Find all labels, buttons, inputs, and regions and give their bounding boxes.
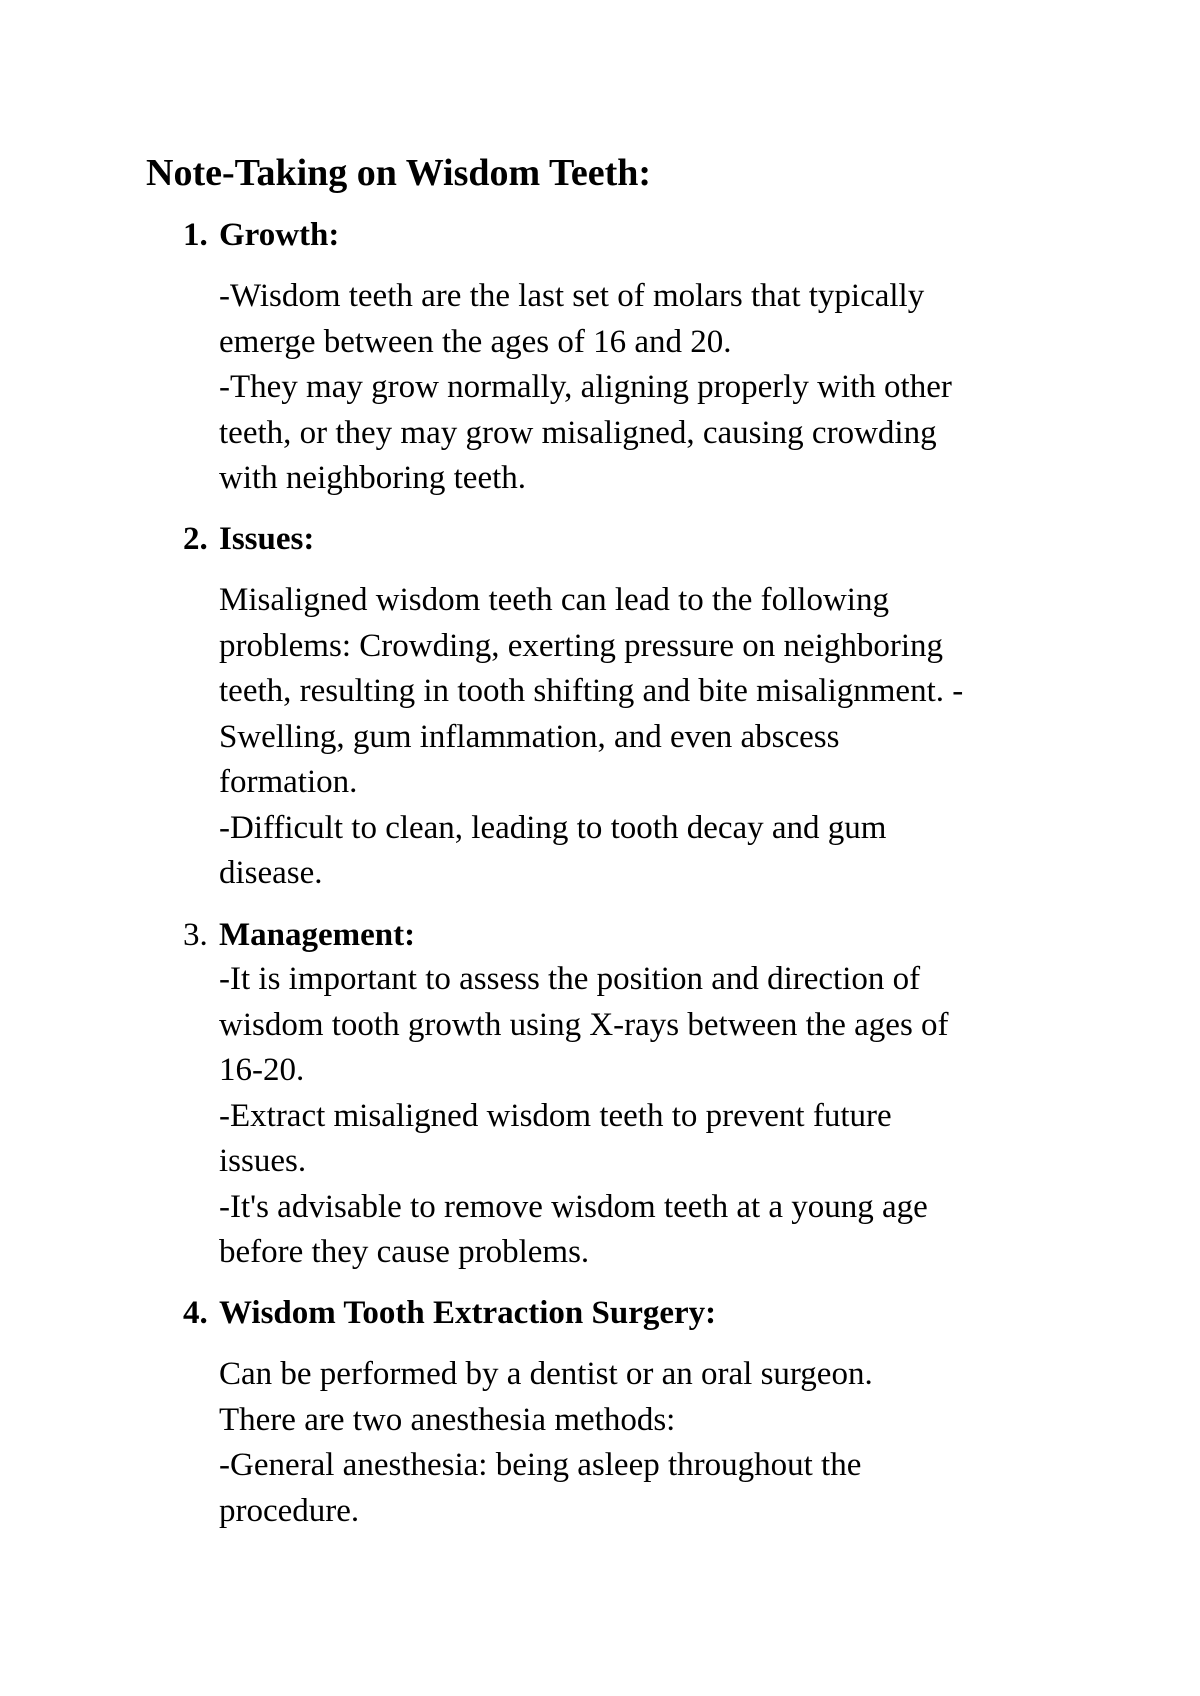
body-line: -They may grow normally, aligning properly with other: [219, 369, 952, 405]
section-surgery-heading: [183, 1292, 716, 1334]
body-line: formation.: [219, 764, 358, 800]
section-issues-body: [219, 578, 1099, 897]
section-number: 1.: [183, 217, 208, 253]
section-heading: Wisdom Tooth Extraction Surgery:: [219, 1295, 717, 1331]
section-number: 2.: [183, 521, 208, 557]
body-line: wisdom tooth growth using X-rays between the ages of: [219, 1006, 949, 1043]
body-line: Can be performed by a dentist or an oral surgeon.: [219, 1356, 873, 1392]
body-line: Swelling, gum inflammation, and even abscess: [219, 718, 840, 755]
body-line: -Extract misaligned wisdom teeth to prevent future: [219, 1097, 892, 1134]
section-heading: Issues:: [219, 521, 315, 557]
body-line: disease.: [219, 855, 323, 891]
body-line: -Wisdom teeth are the last set of molars that typically: [219, 278, 925, 314]
body-line: 16-20.: [219, 1052, 305, 1088]
body-line: -Difficult to clean, leading to tooth decay and gum: [219, 809, 887, 846]
document-title: Note-Taking on Wisdom Teeth:: [146, 152, 652, 194]
section-growth-body: [219, 274, 1099, 502]
section-issues-heading: [183, 518, 314, 560]
section-number: 3.: [183, 917, 208, 953]
body-line: with neighboring teeth.: [219, 460, 527, 496]
body-line: before they cause problems.: [219, 1234, 590, 1270]
body-line: -It's advisable to remove wisdom teeth at a young age: [219, 1188, 928, 1225]
body-line: procedure.: [219, 1492, 360, 1529]
section-number: 4.: [183, 1295, 208, 1331]
section-heading: Management:: [219, 917, 416, 953]
body-line: issues.: [219, 1143, 307, 1179]
section-growth-heading: [183, 214, 339, 256]
body-line: emerge between the ages of 16 and 20.: [219, 323, 732, 360]
section-surgery-body: [219, 1352, 1099, 1534]
body-line: Misaligned wisdom teeth can lead to the following: [219, 582, 889, 618]
body-line: There are two anesthesia methods:: [219, 1401, 676, 1438]
body-line: problems: Crowding, exerting pressure on neighboring: [219, 627, 944, 664]
body-line: -General anesthesia: being asleep throughout the: [219, 1447, 862, 1483]
body-line: teeth, resulting in tooth shifting and bite misalignment. -: [219, 673, 964, 709]
body-line: teeth, or they may grow misaligned, causing crowding: [219, 414, 937, 451]
section-heading: Growth:: [219, 217, 340, 253]
section-management-heading: [183, 914, 415, 956]
body-line: -It is important to assess the position and direction of: [219, 961, 921, 997]
section-management-body: [219, 957, 1099, 1276]
